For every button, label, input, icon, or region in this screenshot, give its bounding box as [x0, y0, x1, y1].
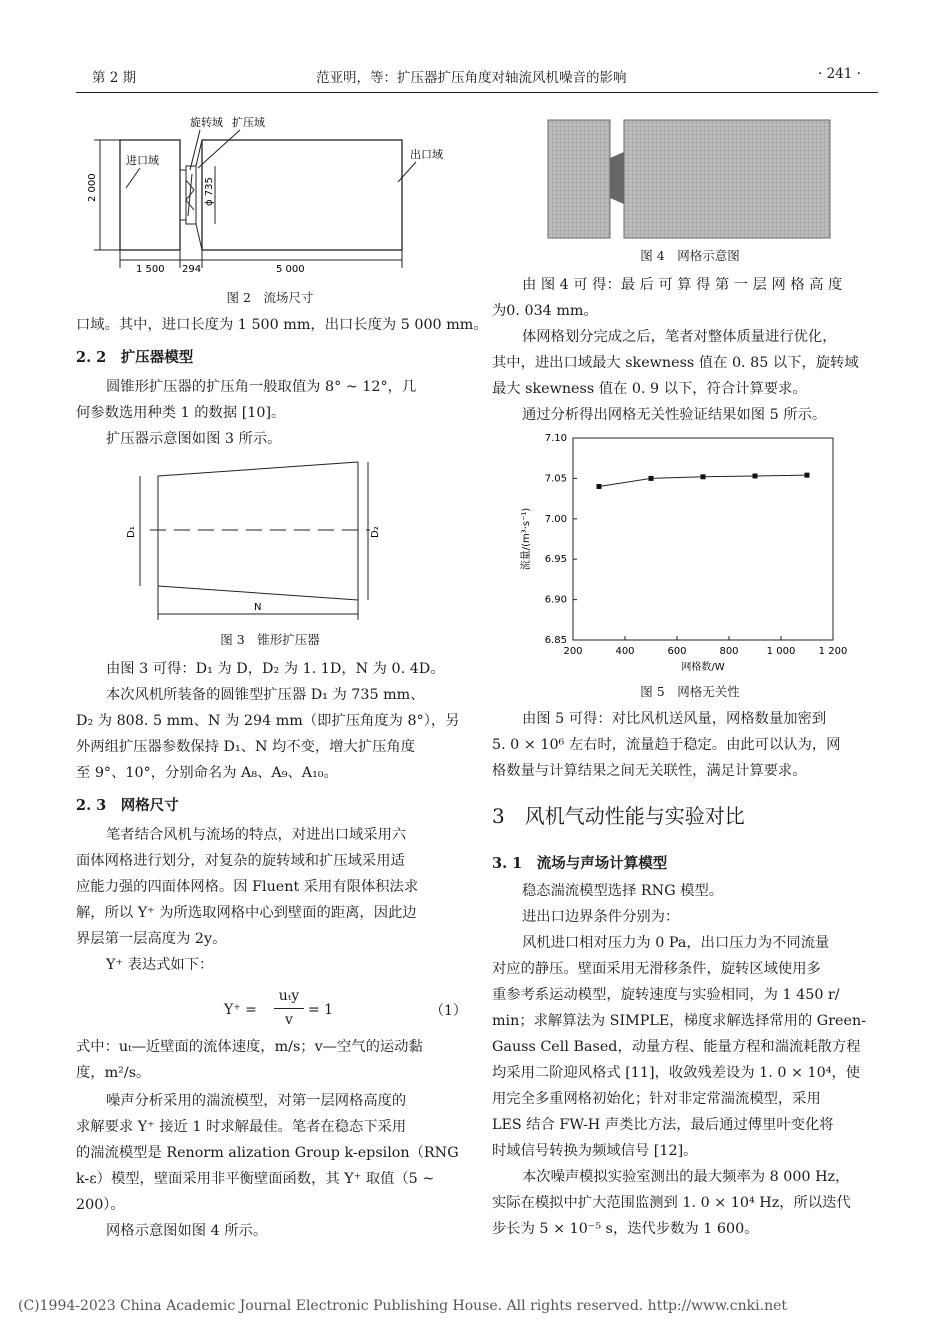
para-right-3 — [492, 878, 880, 1242]
fig2-caption: 图 2 流场尺寸 — [226, 290, 314, 305]
chart-x-tick-label: 400 — [615, 646, 635, 657]
text-line: 进出口边界条件分别为： — [522, 909, 680, 925]
text-line: 本次噪声模拟实验室测出的最大频率为 8 000 Hz， — [522, 1169, 850, 1185]
fig2-label-diffuser: 扩压域 — [232, 116, 265, 129]
chart-x-tick-label: 200 — [563, 646, 583, 657]
text-line: 由图 5 可得：对比风机送风量，网格数量加密到 — [522, 711, 827, 727]
chart-data-point — [753, 473, 758, 478]
text-line: 体网格划分完成之后，笔者对整体质量进行优化， — [522, 329, 837, 345]
chart-y-tick-label: 6.90 — [544, 594, 567, 606]
text-line: 本次风机所装备的圆锥型扩压器 D₁ 为 735 mm、 — [106, 687, 425, 703]
chart-x-tick-label: 600 — [667, 646, 687, 657]
equation-number: （1） — [430, 1003, 467, 1019]
fig2-dim-294: 294 — [182, 264, 202, 275]
eq-lhs: Y⁺ = — [224, 1002, 257, 1018]
text-line: 何参数选用种类 1 的数据 [10]。 — [76, 405, 286, 421]
eq-numerator: uₜy — [278, 988, 300, 1004]
fig3-caption: 图 3 锥形扩压器 — [220, 632, 320, 647]
fig4-mesh-image — [540, 118, 840, 240]
chart-x-tick-label: 1 200 — [818, 646, 848, 657]
text-line: 其中，进出口域最大 skewness 值在 0. 85 以下，旋转域 — [492, 355, 859, 371]
issue-label: 第 2 期 — [92, 70, 137, 86]
fig4-caption: 图 4 网格示意图 — [640, 248, 740, 263]
text-line: 扩压器示意图如图 3 所示。 — [106, 431, 282, 447]
text-line: 式中：uₜ—近壁面的流体速度，m/s；v—空气的运动黏 — [76, 1039, 423, 1055]
fig3-label-d2: D₂ — [370, 526, 381, 538]
text-line: 由 图 4 可 得：最 后 可 算 得 第 一 层 网 格 高 度 — [522, 277, 843, 293]
para-left-0 — [76, 312, 488, 338]
para-left-2 — [76, 656, 464, 786]
fig2-dim-5000: 5 000 — [276, 264, 305, 275]
fig2-label-rotating: 旋转域 — [190, 116, 223, 129]
text-line: 重参考系运动模型，旋转速度与实验相同，为 1 450 r/ — [492, 987, 840, 1003]
text-line: 通过分析得出网格无关性验证结果如图 5 所示。 — [522, 407, 827, 423]
text-line: 度，m²/s。 — [76, 1065, 151, 1081]
text-line: 时域信号转换为频域信号 [12]。 — [492, 1143, 698, 1159]
text-line: 的湍流模型是 Renorm alization Group k-epsilon（RNG — [76, 1145, 459, 1161]
text-line: 风机进口相对压力为 0 Pa，出口压力为不同流量 — [522, 935, 830, 951]
page-number: · 241 · — [818, 66, 861, 82]
running-title: 范亚明，等：扩压器扩压角度对轴流风机噪音的影响 — [316, 70, 627, 86]
para-left-6 — [76, 1088, 464, 1244]
para-right-1 — [492, 272, 880, 428]
para-left-4: Y⁺ 表达式如下： — [106, 957, 214, 973]
section-2-3-heading: 2. 3 网格尺寸 — [76, 797, 179, 814]
text-line: D₂ 为 808. 5 mm、N 为 294 mm（即扩压角度为 8°），另 — [76, 713, 460, 729]
fig2-label-outlet: 出口域 — [410, 148, 443, 161]
eq-denominator: v — [285, 1012, 293, 1028]
text-line: 格数量与计算结果之间无关联性，满足计算要求。 — [492, 763, 807, 779]
text-line: 外两组扩压器参数保持 D₁、N 均不变，增大扩压角度 — [76, 739, 416, 755]
section-2-2-heading: 2. 2 扩压器模型 — [76, 349, 194, 366]
chart-plot-frame — [573, 438, 833, 640]
fig2-label-inlet: 进口域 — [126, 154, 159, 167]
chart-xlabel: 网格数/W — [681, 662, 725, 673]
para-right-2 — [492, 706, 880, 784]
text-line: 圆锥形扩压器的扩压角一般取值为 8° ~ 12°，几 — [106, 379, 417, 395]
text-line: 对应的静压。壁面采用无滑移条件，旋转区域使用多 — [492, 961, 821, 977]
text-line: 用完全多重网格初始化；针对非定常湍流模型，采用 — [492, 1091, 821, 1107]
para-left-3 — [76, 822, 464, 952]
text-line: LES 结合 FW-H 声类比方法，最后通过傅里叶变化将 — [492, 1117, 834, 1133]
text-line: min；求解算法为 SIMPLE，梯度求解选择常用的 Green- — [492, 1013, 867, 1029]
chart-data-point — [649, 476, 654, 481]
text-line: 噪声分析采用的湍流模型，对第一层网格高度的 — [106, 1093, 407, 1109]
text-line: 口域。其中，进口长度为 1 500 mm，出口长度为 5 000 mm。 — [76, 317, 488, 333]
text-line: 为0. 034 mm。 — [492, 303, 598, 319]
header-rule — [76, 92, 878, 93]
fig3-cone-diffuser — [120, 460, 420, 628]
text-line: 至 9°、10°，分别命名为 A₈、A₉、A₁₀。 — [76, 765, 338, 781]
chart-x-tick-label: 1 000 — [766, 646, 796, 657]
fig3-label-n: N — [254, 602, 262, 613]
eq-fraction-bar — [274, 1008, 304, 1009]
chart-data-point — [805, 473, 810, 478]
chart-y-tick-label: 7.00 — [544, 513, 567, 525]
fig2-dim-height: 2 000 — [87, 173, 98, 202]
chart-ylabel: 流量/(m³·s⁻¹) — [521, 507, 532, 571]
chart-y-tick-label: 7.10 — [544, 433, 567, 444]
fig3-label-d1: D₁ — [126, 526, 137, 538]
fig2-dim-phi: ϕ 735 — [204, 177, 215, 206]
fig5-chart — [515, 428, 865, 674]
fig5-caption: 图 5 网格无关性 — [640, 684, 740, 699]
chart-data-point — [701, 474, 706, 479]
chapter-3-heading: 3 风机气动性能与实验对比 — [492, 804, 745, 828]
text-line: 200）。 — [76, 1197, 125, 1213]
copyright-footer: (C)1994-2023 China Academic Journal Electronic Publishing House. All rights reserved. http://www.cnki.net — [18, 1298, 788, 1314]
equation-1 — [224, 988, 334, 1038]
fig2-flowfield-diagram — [80, 110, 480, 285]
chart-y-tick-label: 6.85 — [544, 635, 567, 646]
text-line: 解，所以 Y⁺ 为所选取网格中心到壁面的距离，因此边 — [76, 905, 417, 921]
text-line: 5. 0 × 10⁶ 左右时，流量趋于稳定。由此可以认为，网 — [492, 737, 841, 753]
chart-x-tick-label: 800 — [719, 646, 739, 657]
para-left-1 — [76, 374, 464, 452]
text-line: 稳态湍流模型选择 RNG 模型。 — [522, 883, 724, 899]
fig2-dim-1500: 1 500 — [136, 264, 165, 275]
chart-y-tick-label: 6.95 — [544, 554, 567, 566]
text-line: 由图 3 可得：D₁ 为 D，D₂ 为 1. 1D，N 为 0. 4D。 — [106, 661, 445, 677]
text-line: k-ε）模型，壁面采用非平衡壁面函数，其 Y⁺ 取值（5 ~ — [76, 1171, 435, 1187]
text-line: 步长为 5 × 10⁻⁵ s，迭代步数为 1 600。 — [492, 1221, 759, 1237]
text-line: 应能力强的四面体网格。因 Fluent 采用有限体积法求 — [76, 879, 419, 895]
chart-data-point — [597, 484, 602, 489]
text-line: 网格示意图如图 4 所示。 — [106, 1223, 268, 1239]
text-line: 均采用二阶迎风格式 [11]，收敛残差设为 1. 0 × 10⁴，使 — [492, 1065, 861, 1081]
text-line: 最大 skewness 值在 0. 9 以下，符合计算要求。 — [492, 381, 807, 397]
section-3-1-heading: 3. 1 流场与声场计算模型 — [492, 855, 668, 872]
text-line: 求解要求 Y⁺ 接近 1 时求解最佳。笔者在稳态下采用 — [76, 1119, 407, 1135]
eq-rhs: = 1 — [308, 1002, 334, 1018]
chart-y-tick-label: 7.05 — [544, 473, 567, 485]
text-line: 笔者结合风机与流场的特点，对进出口域采用六 — [106, 827, 407, 843]
text-line: 面体网格进行划分，对复杂的旋转域和扩压域采用适 — [76, 853, 405, 869]
text-line: 实际在模拟中扩大范围监测到 1. 0 × 10⁴ Hz，所以迭代 — [492, 1195, 851, 1211]
para-left-5 — [76, 1034, 464, 1086]
text-line: 界层第一层高度为 2y。 — [76, 931, 227, 947]
text-line: Gauss Cell Based，动量方程、能量方程和湍流耗散方程 — [492, 1039, 861, 1055]
